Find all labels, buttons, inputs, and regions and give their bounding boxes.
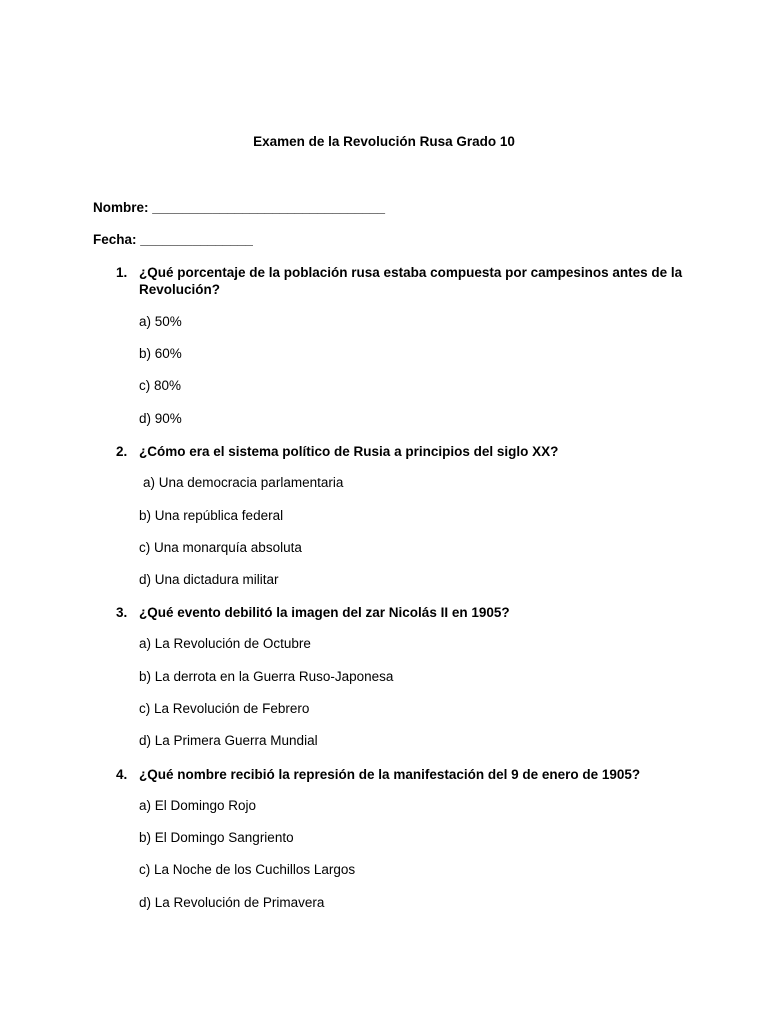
question-3-option-a: a) La Revolución de Octubre [139, 636, 311, 651]
question-number: 1. [116, 265, 128, 280]
question-4-option-b: b) El Domingo Sangriento [139, 830, 294, 845]
question-3-option-d: d) La Primera Guerra Mundial [139, 733, 318, 748]
date-field-line: Fecha: _______________ [93, 232, 253, 247]
name-field-line: Nombre: _______________________________ [93, 200, 386, 215]
question-4-option-a: a) El Domingo Rojo [139, 798, 257, 813]
question-1-option-b: b) 60% [139, 346, 182, 361]
question-number: 2. [116, 444, 128, 459]
question-4-option-c: c) La Noche de los Cuchillos Largos [139, 862, 356, 877]
question-number: 4. [116, 767, 128, 782]
question-number: 3. [116, 605, 128, 620]
question-4-option-d: d) La Revolución de Primavera [139, 895, 325, 910]
question-2-option-d: d) Una dictadura militar [139, 572, 279, 587]
question-4 [116, 766, 696, 783]
question-2 [116, 443, 696, 460]
question-text: ¿Qué porcentaje de la población rusa estaba compuesta por campesinos antes de la Revolución? [139, 265, 683, 297]
question-2-option-a: a) Una democracia parlamentaria [143, 475, 344, 490]
question-2-option-b: b) Una república federal [139, 508, 284, 523]
question-1-option-c: c) 80% [139, 378, 182, 393]
question-3-option-b: b) La derrota en la Guerra Ruso-Japonesa [139, 669, 394, 684]
question-1-option-a: a) 50% [139, 314, 182, 329]
question-text: ¿Qué nombre recibió la represión de la manifestación del 9 de enero de 1905? [139, 767, 641, 782]
question-2-option-c: c) Una monarquía absoluta [139, 540, 302, 555]
question-text: ¿Cómo era el sistema político de Rusia a principios del siglo XX? [139, 444, 559, 459]
question-1-option-d: d) 90% [139, 411, 182, 426]
question-text: ¿Qué evento debilitó la imagen del zar Nicolás II en 1905? [139, 605, 510, 620]
exam-title: Examen de la Revolución Rusa Grado 10 [253, 134, 515, 149]
question-1 [116, 264, 696, 298]
question-3 [116, 604, 696, 621]
question-3-option-c: c) La Revolución de Febrero [139, 701, 310, 716]
